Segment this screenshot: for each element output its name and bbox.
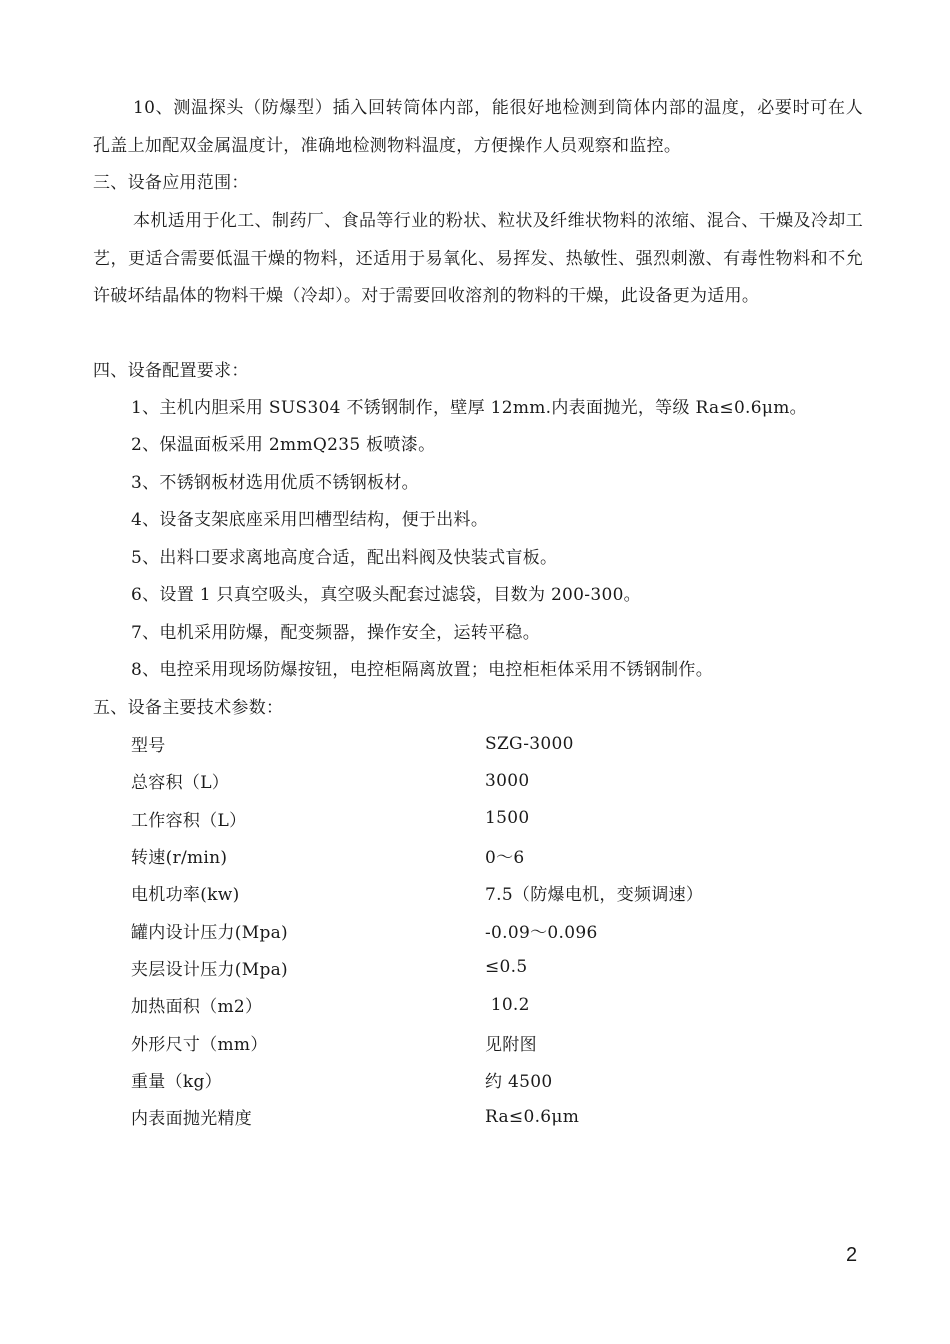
spec-value: 10.2 xyxy=(485,994,530,1015)
spec-value: Ra≤0.6μm xyxy=(485,1106,580,1127)
spec-row xyxy=(131,725,771,762)
config-item: 8、电控采用现场防爆按钮，电控柜隔离放置；电控柜柜体采用不锈钢制作。 xyxy=(131,660,714,680)
section-heading-application-scope: 三、设备应用范围： xyxy=(93,173,249,193)
spec-row xyxy=(131,1098,771,1135)
spec-row xyxy=(131,1023,771,1060)
paragraph-application-scope: 本机适用于化工、制药厂、食品等行业的粉状、粒状及纤维状物料的浓缩、混合、干燥及冷却工艺，更适合需要低温干燥的物料，还适用于易氧化、易挥发、热敏性、强烈刺激、有毒性物料和不允许破坏结晶体的物料干燥（冷却）。对于需要回收溶剂的物料的干燥，此设备更为适用。 xyxy=(93,211,863,306)
spec-value: -0.09～0.096 xyxy=(485,922,598,943)
config-item: 1、主机内胆采用 SUS304 不锈钢制作，壁厚 12mm.内表面抛光，等级 Ra≤0.6μm。 xyxy=(131,398,807,418)
spec-label: 工作容积（L） xyxy=(131,810,247,831)
section-heading-technical-params: 五、设备主要技术参数： xyxy=(93,698,284,718)
config-item: 4、设备支架底座采用凹槽型结构，便于出料。 xyxy=(131,510,489,530)
spec-value: 3000 xyxy=(485,770,530,791)
spec-value: ≤0.5 xyxy=(485,957,528,978)
spec-value: 0～6 xyxy=(485,848,525,869)
spec-row xyxy=(131,837,771,874)
config-item: 5、出料口要求离地高度合适，配出料阀及快装式盲板。 xyxy=(131,548,558,568)
spec-label: 内表面抛光精度 xyxy=(131,1109,253,1130)
config-item: 6、设置 1 只真空吸头，真空吸头配套过滤袋，目数为 200-300。 xyxy=(131,585,641,605)
section-heading-configuration: 四、设备配置要求： xyxy=(93,361,249,381)
paragraph-temperature-probe: 10、测温探头（防爆型）插入回转筒体内部，能很好地检测到筒体内部的温度，必要时可在人孔盖上加配双金属温度计，准确地检测物料温度，方便操作人员观察和监控。 xyxy=(93,98,863,156)
config-item: 7、电机采用防爆，配变频器，操作安全，运转平稳。 xyxy=(131,623,541,643)
spec-label: 转速(r/min) xyxy=(131,848,228,869)
spec-value: 1500 xyxy=(485,808,530,829)
page-number: 2 xyxy=(846,1244,858,1266)
spec-row xyxy=(131,800,771,837)
spec-row xyxy=(131,949,771,986)
spec-label: 型号 xyxy=(131,736,166,757)
technical-params-table xyxy=(131,725,771,1135)
spec-label: 重量（kg） xyxy=(131,1071,222,1092)
spec-value: 见附图 xyxy=(485,1034,537,1055)
spec-row xyxy=(131,1061,771,1098)
spec-label: 电机功率(kw) xyxy=(131,885,240,906)
spec-row xyxy=(131,874,771,911)
spec-label: 加热面积（m2） xyxy=(131,997,263,1018)
config-item: 3、不锈钢板材选用优质不锈钢板材。 xyxy=(131,473,419,493)
spec-label: 夹层设计压力(Mpa) xyxy=(131,959,288,980)
spec-label: 外形尺寸（mm） xyxy=(131,1034,268,1055)
spec-value: 约 4500 xyxy=(485,1071,553,1092)
spec-value: SZG-3000 xyxy=(485,733,574,754)
config-item: 2、保温面板采用 2mmQ235 板喷漆。 xyxy=(131,435,436,455)
spec-row xyxy=(131,762,771,799)
spec-value: 7.5（防爆电机，变频调速） xyxy=(485,885,704,906)
spec-label: 罐内设计压力(Mpa) xyxy=(131,922,288,943)
spec-label: 总容积（L） xyxy=(131,773,230,794)
spec-row xyxy=(131,986,771,1023)
spec-row xyxy=(131,911,771,948)
